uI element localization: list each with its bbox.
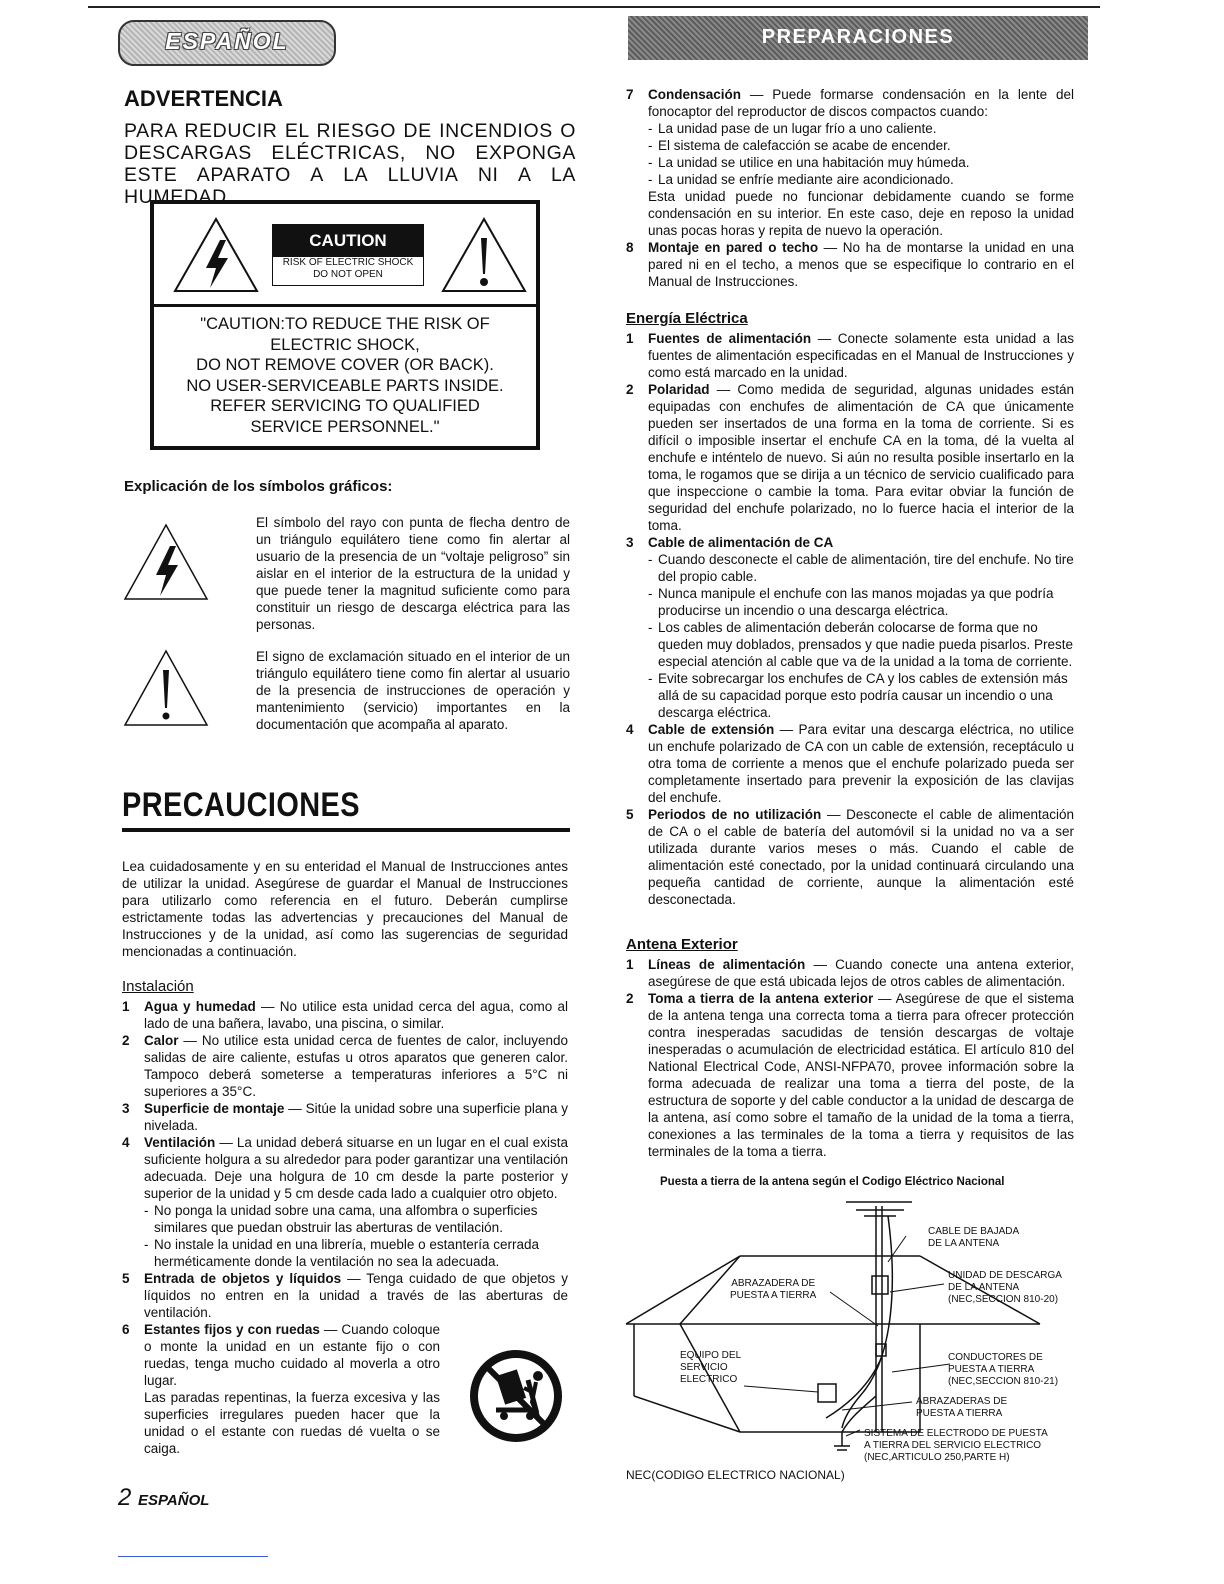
label-line: PUESTA A TIERRA xyxy=(916,1408,1003,1419)
label-line: (NEC,SECCION 810-20) xyxy=(948,1294,1059,1305)
list-item xyxy=(626,330,1074,381)
item-text: — Desconecte el cable de alimentación de CA o el cable de batería del automóvil si la unidad no va a ser utilizada durante varios meses o más. Cuando el cable de alimentación esté conectado, por la unidad continuará circulando una pequeña cantidad de corriente, aunque la alimentación esté desconectada. xyxy=(648,807,1074,907)
lightning-explanation: El símbolo del rayo con punta de flecha dentro de un triángulo equilátero tiene como fin alertar al usuario de la presencia de un “voltaje peligroso” sin aislar en el interior de la estructura de la unidad y que puede tener la magnitud suficiente como para constituir un riesgo de descarga eléctrica para las personas. xyxy=(256,515,570,632)
label-lead-in xyxy=(928,1226,1019,1250)
item-text: — Tenga cuidado de que objetos y líquidos no entren en la unidad a través de las aberturas de ventilación. xyxy=(144,1271,569,1320)
sub-item: - Nunca manipule el enchufe con las manos mojadas ya que podría producirse un incendio o una descarga eléctrica. xyxy=(648,585,1074,619)
item-number: 6 xyxy=(122,1322,130,1337)
caution-line: REFER SERVICING TO QUALIFIED xyxy=(210,397,480,415)
list-item xyxy=(626,239,1074,290)
label-line: A TIERRA DEL SERVICIO ELECTRICO xyxy=(864,1440,1042,1451)
item-term: Condensación xyxy=(648,87,742,102)
item-text: — Cuando coloque o monte la unidad en un estante fijo o con ruedas, tenga mucho cuidado al moverla a otro lugar. xyxy=(144,1322,440,1388)
caution-line: NO USER-SERVICEABLE PARTS INSIDE. xyxy=(186,376,504,395)
caution-statement xyxy=(164,314,526,437)
item-number: 7 xyxy=(626,87,634,102)
item-text: — Cuando conecte una antena exterior, asegúrese de que está ubicada lejos de otros cables de alimentación. xyxy=(648,957,1074,989)
label-line: ABRAZADERA DE xyxy=(731,1278,816,1289)
item-number: 5 xyxy=(122,1271,130,1286)
item-term: Líneas de alimentación xyxy=(648,957,806,972)
item-text: — No ha de montarse la unidad en una pared ni en el techo, a menos que se especifique lo contrario en el Manual de Instrucciones. xyxy=(648,240,1074,289)
item-number: 2 xyxy=(626,991,634,1006)
item-text: — Conecte solamente esta unidad a las fuentes de alimentación especificadas en el Manual de Instrucciones y como está marcado en la unidad. xyxy=(648,331,1074,380)
page-footer xyxy=(118,1484,209,1512)
label-line: EQUIPO DEL xyxy=(680,1350,742,1361)
label-clamp xyxy=(730,1278,816,1302)
nec-label: NEC(CODIGO ELECTRICO NACIONAL) xyxy=(626,1468,845,1482)
item-text: — No utilice esta unidad cerca de fuentes de calor, incluyendo salidas de aire caliente, estufas u otros aparatos que generen calor. Tampoco deberá someterse a temperaturas inferiores a 5°C ni superiores a 35°C. xyxy=(144,1033,568,1099)
ventilation-subitems xyxy=(122,1202,568,1270)
sub-item: - No instale la unidad en una librería, mueble o estantería cerrada herméticamente donde la ventilación no sea la adecuada. xyxy=(144,1236,568,1270)
list-item xyxy=(626,86,1074,120)
exclamation-triangle-icon xyxy=(122,648,210,728)
caution-label xyxy=(272,224,424,286)
caution-label-title: CAUTION xyxy=(273,225,423,257)
label-equipment xyxy=(680,1350,741,1386)
caution-line: "CAUTION:TO REDUCE THE RISK OF xyxy=(200,315,490,333)
item-term: Cable de extensión xyxy=(648,722,775,737)
power-cord-subitems xyxy=(626,551,1074,721)
sub-item: - No ponga la unidad sobre una cama, una alfombra o superficies similares que puedan obstruir las aberturas de ventilación. xyxy=(144,1202,568,1236)
label-line: CABLE DE BAJADA xyxy=(928,1226,1020,1237)
list-item xyxy=(122,1032,568,1100)
cart-warning-icon xyxy=(466,1346,566,1446)
caution-box xyxy=(150,200,540,450)
sub-item: - Cuando desconecte el cable de alimentación, tire del enchufe. No tire del propio cable. xyxy=(648,551,1074,585)
section-tab xyxy=(628,16,1088,60)
item-term: Calor xyxy=(144,1033,179,1048)
label-line: PUESTA A TIERRA xyxy=(730,1290,817,1301)
caution-line: SERVICE PERSONNEL." xyxy=(250,417,440,436)
caution-line: ELECTRIC SHOCK, xyxy=(270,335,420,354)
sub-item: - La unidad se enfríe mediante aire acondicionado. xyxy=(648,171,1074,188)
item-number: 3 xyxy=(122,1101,130,1116)
item-number: 1 xyxy=(122,999,130,1014)
caution-line: DO NOT REMOVE COVER (OR BACK). xyxy=(196,356,494,374)
condensation-subitems xyxy=(626,120,1074,239)
caution-symbols-row xyxy=(154,204,536,307)
advertencia-text: PARA REDUCIR EL RIESGO DE INCENDIOS O DESCARGAS ELÉCTRICAS, NO EXPONGA ESTE APARATO A LA LLUVIA NI A LA HUMEDAD. xyxy=(124,120,576,208)
page-number: 2 xyxy=(118,1484,132,1511)
item-text: — Asegúrese de que el sistema de la antena tenga una correcta toma a tierra para ofrecer protección contra inesperadas sacudidas de tensión descargas de voltaje inesperadas o acumulación de electricidad estática. El artículo 810 del National Electrical Code, ANSI-NFPA70, provee información sobre la forma adecuada de realizar una toma a tierra del poste, de la estructura de soporte y del cable conductor a la unidad de descarga de la antena, así como sobre el tamaño de la unidad de la toma a tierra, conexiones a las terminales de la toma a tierra y requisitos de las terminales de la toma a tierra. xyxy=(648,991,1074,1159)
symbols-title: Explicación de los símbolos gráficos: xyxy=(124,478,393,495)
item-number: 4 xyxy=(626,722,634,737)
item-term: Superficie de montaje xyxy=(144,1101,285,1116)
exclamation-explanation: El signo de exclamación situado en el interior de un triángulo equilátero tiene como fin alertar al usuario de la presencia de instrucciones de operación y mantenimiento (servicio) importantes en la documentación que acompaña al aparato. xyxy=(256,649,570,732)
caution-label-line1: RISK OF ELECTRIC SHOCK xyxy=(282,257,414,268)
sub-item: - La unidad pase de un lugar frío a uno caliente. xyxy=(648,120,1074,137)
item-term: Toma a tierra de la antena exterior xyxy=(648,991,874,1006)
label-line: SERVICIO xyxy=(680,1362,728,1373)
exclamation-triangle-icon xyxy=(440,216,528,294)
language-tab-label: ESPAÑOL xyxy=(165,28,289,54)
item-text: — Sitúe la unidad sobre una superficie plana y nivelada. xyxy=(144,1101,568,1133)
list-item xyxy=(122,1134,568,1202)
sub-item: - La unidad se utilice en una habitación muy húmeda. xyxy=(648,154,1074,171)
language-tab xyxy=(118,20,336,66)
list-item xyxy=(626,381,1074,534)
list-item xyxy=(626,806,1074,908)
label-line: (NEC,SECCION 810-21) xyxy=(948,1376,1059,1387)
item-number: 4 xyxy=(122,1135,130,1150)
item-number: 5 xyxy=(626,807,634,822)
item-term: Estantes fijos y con ruedas xyxy=(144,1322,320,1337)
sub-item: - Evite sobrecargar los enchufes de CA y los cables de extensión más allá de su capacidad porque esto podría causar un incendio o una descarga eléctrica. xyxy=(648,670,1074,721)
item-term: Montaje en pared o techo xyxy=(648,240,819,255)
label-line: DE LA ANTENA xyxy=(948,1282,1020,1293)
label-electrode xyxy=(864,1428,1048,1464)
item-term: Cable de alimentación de CA xyxy=(648,535,834,550)
precauciones-title: PRECAUCIONES xyxy=(122,786,360,824)
right-list-top xyxy=(626,86,1074,290)
advertencia-title: ADVERTENCIA xyxy=(124,86,283,111)
item-term: Fuentes de alimentación xyxy=(648,331,812,346)
energia-title: Energía Eléctrica xyxy=(626,310,748,327)
list-item xyxy=(626,990,1074,1160)
footer-language: ESPAÑOL xyxy=(138,1492,210,1509)
label-line: CONDUCTORES DE xyxy=(948,1352,1043,1363)
item-term: Polaridad xyxy=(648,382,710,397)
lightning-triangle-icon xyxy=(172,216,260,294)
section-tab-label: PREPARACIONES xyxy=(761,26,955,48)
antena-list xyxy=(626,956,1074,1160)
label-line: SISTEMA DE ELECTRODO DE PUESTA xyxy=(864,1428,1048,1439)
label-clamps xyxy=(916,1396,1007,1420)
item-number: 1 xyxy=(626,957,634,972)
item-text: — Puede formarse condensación en la lente del fonocaptor del reproductor de discos compactos cuando: xyxy=(648,87,1074,119)
label-line: UNIDAD DE DESCARGA xyxy=(948,1270,1062,1281)
item-number: 3 xyxy=(626,535,634,550)
caution-label-line2: DO NOT OPEN xyxy=(313,269,383,280)
list-item xyxy=(626,956,1074,990)
list-item xyxy=(626,721,1074,806)
diagram-title: Puesta a tierra de la antena según el Codigo Eléctrico Nacional xyxy=(660,1176,1005,1188)
item-text: — Para evitar una descarga eléctrica, no utilice un enchufe polarizado de CA con un cable de extensión, receptáculo u otra toma de corriente a menos que el enchufe polarizado pueda ser completamente insertado para prevenir la exposición de las clavijas del enchufe. xyxy=(648,722,1074,805)
label-line: ELECTRICO xyxy=(680,1374,738,1385)
item-text: — Como medida de seguridad, algunas unidades están equipadas con enchufes de alimentación de CA que únicamente pueden ser insertados de una forma en la toma de corriente. Si es difícil o imposible insertar el enchufe CA en la toma, dé la vuelta al enchufe e inténtelo de nuevo. Si aún no resulta posible insertarlo en la toma, le rogamos que se dirija a un técnico de servicio cualificado para que inspeccione o cambie la toma. Para evitar obviar la función de seguridad del enchufe polarizado, no lo fuerce hacia el interior de la toma. xyxy=(648,382,1074,533)
list-item xyxy=(122,998,568,1032)
item-number: 1 xyxy=(626,331,634,346)
item-number: 8 xyxy=(626,240,634,255)
instalacion-title: Instalación xyxy=(122,978,194,995)
lightning-triangle-icon xyxy=(122,522,210,602)
item-number: 2 xyxy=(626,382,634,397)
sub-item: - El sistema de calefacción se acabe de encender. xyxy=(648,137,1074,154)
item-term: Ventilación xyxy=(144,1135,216,1150)
item-text: — No utilice esta unidad cerca del agua, como al lado de una bañera, lavabo, una piscina, o similar. xyxy=(144,999,568,1031)
antena-title: Antena Exterior xyxy=(626,936,738,953)
precauciones-rule xyxy=(122,828,570,832)
item-term: Agua y humedad xyxy=(144,999,256,1014)
list-item xyxy=(122,1270,568,1321)
list-item xyxy=(626,534,1074,551)
item-number: 2 xyxy=(122,1033,130,1048)
label-line: ABRAZADERAS DE xyxy=(916,1396,1008,1407)
sub-item: - Los cables de alimentación deberán colocarse de forma que no queden muy doblados, prensados y que nadie pueda pisarlos. Preste especial atención al cable que va de la unidad a la toma de corriente. xyxy=(648,619,1074,670)
label-line: PUESTA A TIERRA xyxy=(948,1364,1035,1375)
label-line: DE LA ANTENA xyxy=(928,1238,1000,1249)
list-item xyxy=(122,1321,440,1457)
label-conductors xyxy=(948,1352,1058,1388)
label-line: (NEC,ARTICULO 250,PARTE H) xyxy=(864,1452,1010,1463)
condensation-note: Esta unidad puede no funcionar debidamente cuando se forme condensación en su interior. En este caso, deje en reposo la unidad unas pocas horas y repita de nuevo la operación. xyxy=(648,189,1074,238)
bottom-rule xyxy=(118,1556,268,1557)
item-term: Entrada de objetos y líquidos xyxy=(144,1271,342,1286)
item-text: — La unidad deberá situarse en un lugar en el cual exista suficiente holgura a su alrededor para poder garantizar una ventilación adecuada. Deje una holgura de 10 cm desde la parte posterior y superior de la unidad y 5 cm desde cada lado a cualquier otro objeto. xyxy=(144,1135,568,1201)
item-term: Periodos de no utilización xyxy=(648,807,822,822)
top-rule xyxy=(88,6,1100,8)
energia-list xyxy=(626,330,1074,908)
list-item xyxy=(122,1100,568,1134)
item-text: Las paradas repentinas, la fuerza excesiva y las superficies irregulares pueden hacer que la unidad o el estante con ruedas dé vuelta o se caiga. xyxy=(144,1390,440,1456)
label-discharge-unit xyxy=(948,1270,1062,1306)
precauciones-intro: Lea cuidadosamente y en su enteridad el Manual de Instrucciones antes de utilizar la unidad. Asegúrese de guardar el Manual de Instrucciones para utilizarlo como referencia en el futuro. Deberán cumplirse estrictamente todas las advertencias y precauciones del Manual de Instrucciones y de la unidad, así como las sugerencias de seguridad mencionadas a continuación. xyxy=(122,859,568,959)
